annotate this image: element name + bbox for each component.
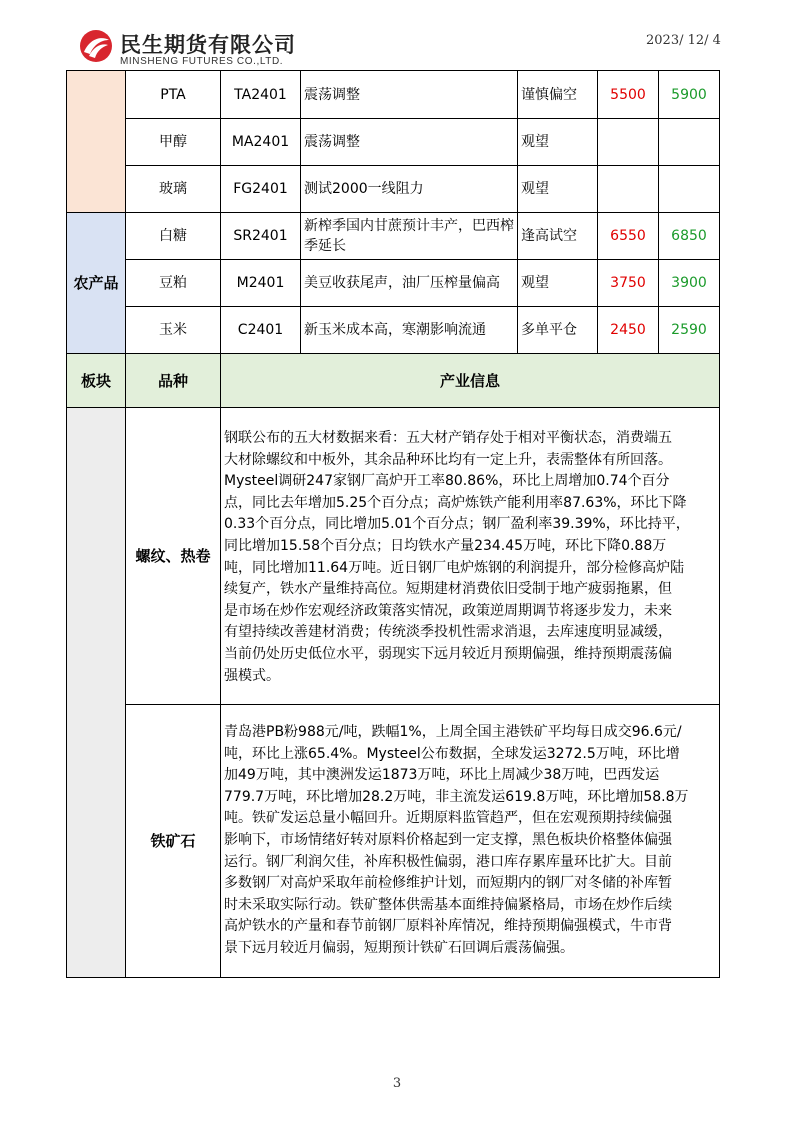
price-low-cell [598,119,659,166]
header-variety: 品种 [126,354,221,408]
info-line: 高炉铁水的产量和春节前钢厂原料补库情况，维持预期偏强模式，牛市背 [224,918,672,935]
strategy-cell: 观望 [518,260,598,307]
info-text-cell [221,408,720,705]
price-high-cell: 6850 [659,213,720,260]
info-line: 吨，环比上涨65.4%。Mysteel公布数据，全球发运3272.5万吨，环比增 [224,745,680,762]
contract-cell: MA2401 [221,119,301,166]
info-line: 时未采取实际行动。铁矿整体供需基本面维持偏紧格局，市场在炒作后续 [224,896,672,913]
price-low-cell [598,166,659,213]
info-variety-cell: 螺纹、热卷 [126,408,221,705]
contract-cell: C2401 [221,307,301,354]
variety-cell: 甲醇 [126,119,221,166]
table-row [67,213,720,260]
table-row [67,71,720,119]
contract-cell: TA2401 [221,71,301,119]
price-low-cell: 2450 [598,307,659,354]
info-line: 多数钢厂对高炉采取年前检修维护计划，而短期内的钢厂对冬储的补库暂 [224,875,672,892]
table-row [67,166,720,213]
table-row [67,119,720,166]
table-row [67,260,720,307]
info-line: Mysteel调研247家钢厂高炉开工率80.86%，环比上周增加0.74个百分 [224,473,670,490]
view-cell: 新榨季国内甘蔗预计丰产，巴西榨季延长 [301,213,518,260]
info-line: 加49万吨，其中澳洲发运1873万吨，环比上周减少38万吨，巴西发运 [224,767,660,784]
price-high-cell: 2590 [659,307,720,354]
variety-cell: 白糖 [126,213,221,260]
info-line: 大材除螺纹和中板外，其余品种环比均有一定上升，表需整体有所回落。 [224,451,672,468]
table-row [67,307,720,354]
price-low-cell: 6550 [598,213,659,260]
info-variety-cell: 铁矿石 [126,705,221,978]
strategy-cell: 谨慎偏空 [518,71,598,119]
info-line: 吨，同比增加11.64万吨。近日钢厂电炉炼钢的利润提升，部分检修高炉陆 [224,559,685,576]
strategy-cell: 观望 [518,119,598,166]
info-line: 青岛港PB粉988元/吨，跌幅1%，上周全国主港铁矿平均每日成交96.6元/ [224,724,682,740]
strategy-cell: 逢高试空 [518,213,598,260]
sector-cell [67,71,126,213]
header-sector: 板块 [67,354,126,408]
view-cell: 新玉米成本高，寒潮影响流通 [301,307,518,354]
price-high-cell [659,119,720,166]
price-high-cell [659,166,720,213]
variety-cell: 豆粕 [126,260,221,307]
info-line: 强模式。 [224,667,280,684]
price-high-cell: 3900 [659,260,720,307]
page-header [0,0,794,72]
view-cell: 震荡调整 [301,71,518,119]
strategy-cell: 多单平仓 [518,307,598,354]
sector-agri-cell: 农产品 [67,213,126,354]
view-cell: 震荡调整 [301,119,518,166]
info-line: 钢联公布的五大材数据来看：五大材产销存处于相对平衡状态，消费端五 [224,430,672,446]
info-line: 当前仍处历史低位水平，弱现实下远月较近月预期偏强，维持预期震荡偏 [224,645,672,662]
strategy-table [66,70,720,978]
sector-black-cell [67,408,126,978]
variety-cell: 玻璃 [126,166,221,213]
variety-cell: PTA [126,71,221,119]
info-line: 续复产，铁水产量维持高位。短期建材消费依旧受制于地产疲弱拖累，但 [224,581,672,598]
contract-cell: FG2401 [221,166,301,213]
minsheng-logo-icon [78,28,114,64]
report-date: 2023/ 12/ 4 [646,33,721,48]
info-line: 有望持续改善建材消费；传统淡季投机性需求消退，去库速度明显减缓， [224,624,672,641]
view-cell: 测试2000一线阻力 [301,166,518,213]
info-line: 吨。铁矿发运总量小幅回升。近期原料监管趋严，但在宏观预期持续偏强 [224,810,672,827]
info-line: 点，同比去年增加5.25个百分点；高炉炼铁产能利用率87.63%，环比下降 [224,494,687,511]
price-low-cell: 3750 [598,260,659,307]
price-high-cell: 5900 [659,71,720,119]
page-number: 3 [392,1076,402,1091]
header-industry-info: 产业信息 [221,354,720,408]
variety-cell: 玉米 [126,307,221,354]
info-row-iron-ore [67,705,720,978]
price-low-cell: 5500 [598,71,659,119]
view-cell: 美豆收获尾声，油厂压榨量偏高 [301,260,518,307]
info-line: 0.33个百分点，同比增加5.01个百分点；钢厂盈利率39.39%，环比持平， [224,516,690,533]
info-line: 景下远月较近月偏弱，短期预计铁矿石回调后震荡偏强。 [224,939,574,956]
info-header-row [67,354,720,408]
info-line: 是市场在炒作宏观经济政策落实情况，政策逆周期调节将逐步发力，未来 [224,602,672,619]
company-name-cn: 民生期货有限公司 [120,33,296,57]
contract-cell: SR2401 [221,213,301,260]
info-line: 运行。钢厂利润欠佳，补库积极性偏弱，港口库存累库量环比扩大。目前 [224,853,672,870]
info-line: 779.7万吨，环比增加28.2万吨，非主流发运619.8万吨，环比增加58.8万 [224,788,689,805]
info-text-cell [221,705,720,978]
info-row-rebar [67,408,720,705]
company-name-en: MINSHENG FUTURES CO.,LTD. [120,56,284,67]
info-line: 同比增加15.58个百分点；日均铁水产量234.45万吨，环比下降0.88万 [224,537,667,554]
info-line: 影响下，市场情绪好转对原料价格起到一定支撑，黑色板块价格整体偏强 [224,831,672,848]
contract-cell: M2401 [221,260,301,307]
strategy-cell: 观望 [518,166,598,213]
